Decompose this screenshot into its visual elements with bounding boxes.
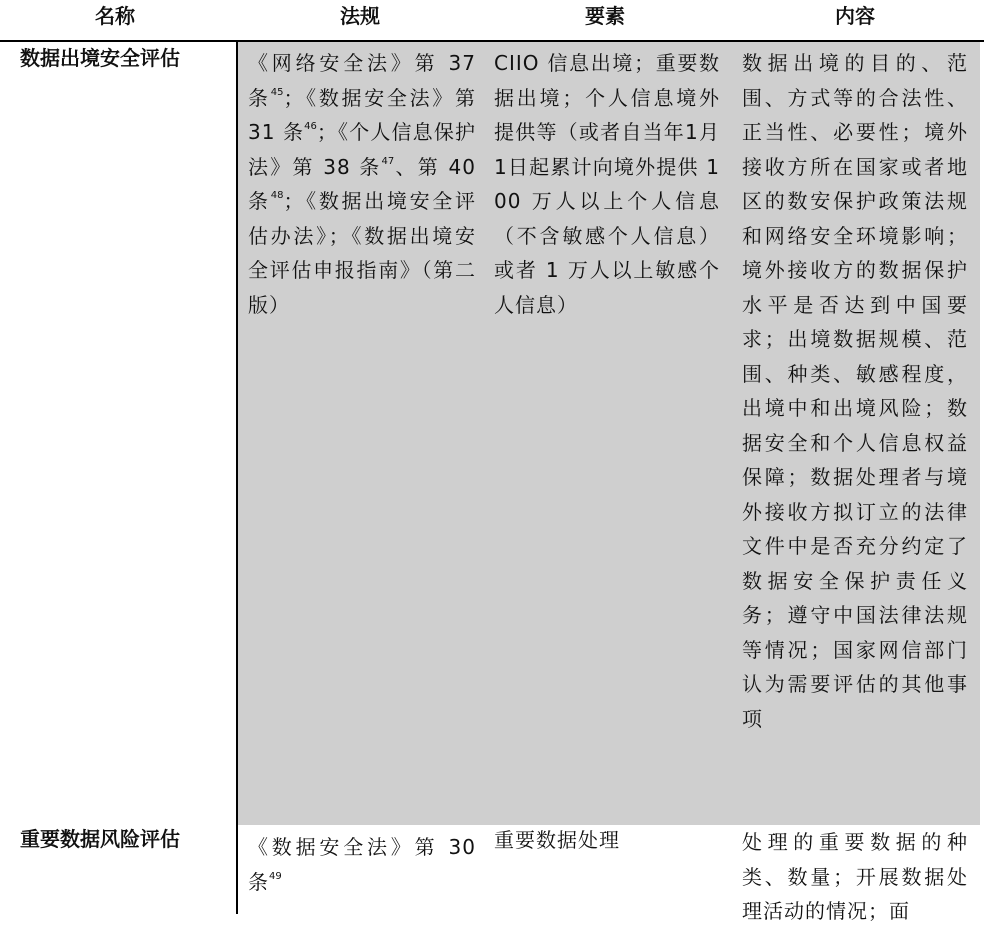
elements-cell-row1: [494, 46, 720, 322]
elements-text: CIIO 信息出境；重要数据出境；个人信息境外提供等（或者自当年1月1日起累计向境外提供 100 万人以上个人信息（不含敏感个人信息）或者 1 万人以上敏感个人信息）: [494, 51, 720, 317]
law-text: 、第 40 条: [248, 154, 477, 213]
column-header-elements: 要素: [585, 4, 625, 28]
footnote-ref: 46: [304, 121, 317, 133]
row-name-risk-assessment: 重要数据风险评估: [20, 827, 180, 851]
content-text: 数据出境的目的、范围、方式等的合法性、正当性、必要性；境外接收方所在国家或者地区的数安保护政策法规和网络安全环境影响；境外接收方的数据保护水平是否达到中国要求；出境数据规模、范围、种类、敏感程度，出境中和出境风险；数据安全和个人信息权益保障；数据处理者与境外接收方拟订立的法律文件中是否充分约定了数据安全保护责任义务；遵守中国法律法规等情况；国家网信部门认为需要评估的其他事项: [742, 51, 968, 731]
law-cell-row1: [248, 46, 476, 322]
law-text: ；《个人信息保护法》第 38 条: [248, 120, 477, 179]
footnote-ref: 49: [269, 870, 282, 882]
footnote-ref: 45: [270, 86, 284, 98]
column-header-content: 内容: [835, 4, 875, 28]
law-text: ；《数据安全法》第 31 条: [248, 85, 477, 144]
column-header-name: 名称: [95, 4, 135, 28]
law-text: ；《数据出境安全评估办法》；《数据出境安全评估申报指南》（第二版）: [248, 189, 477, 317]
footnote-ref: 48: [270, 190, 284, 202]
law-text: 《数据安全法》第 30 条: [248, 835, 476, 894]
elements-cell-row2: [494, 823, 720, 858]
row-name-export-assessment: 数据出境安全评估: [20, 46, 180, 70]
content-text: 处理的重要数据的种类、数量；开展数据处理活动的情况；面: [742, 830, 968, 923]
column-header-law: 法规: [340, 4, 380, 28]
left-border: [236, 42, 238, 914]
law-cell-row2: [248, 830, 476, 899]
content-cell-row1: [742, 46, 968, 736]
content-cell-row2: [742, 825, 968, 929]
elements-text: 重要数据处理: [494, 828, 620, 852]
law-text: 《网络安全法》第 37 条: [248, 51, 476, 110]
footnote-ref: 47: [381, 155, 395, 167]
